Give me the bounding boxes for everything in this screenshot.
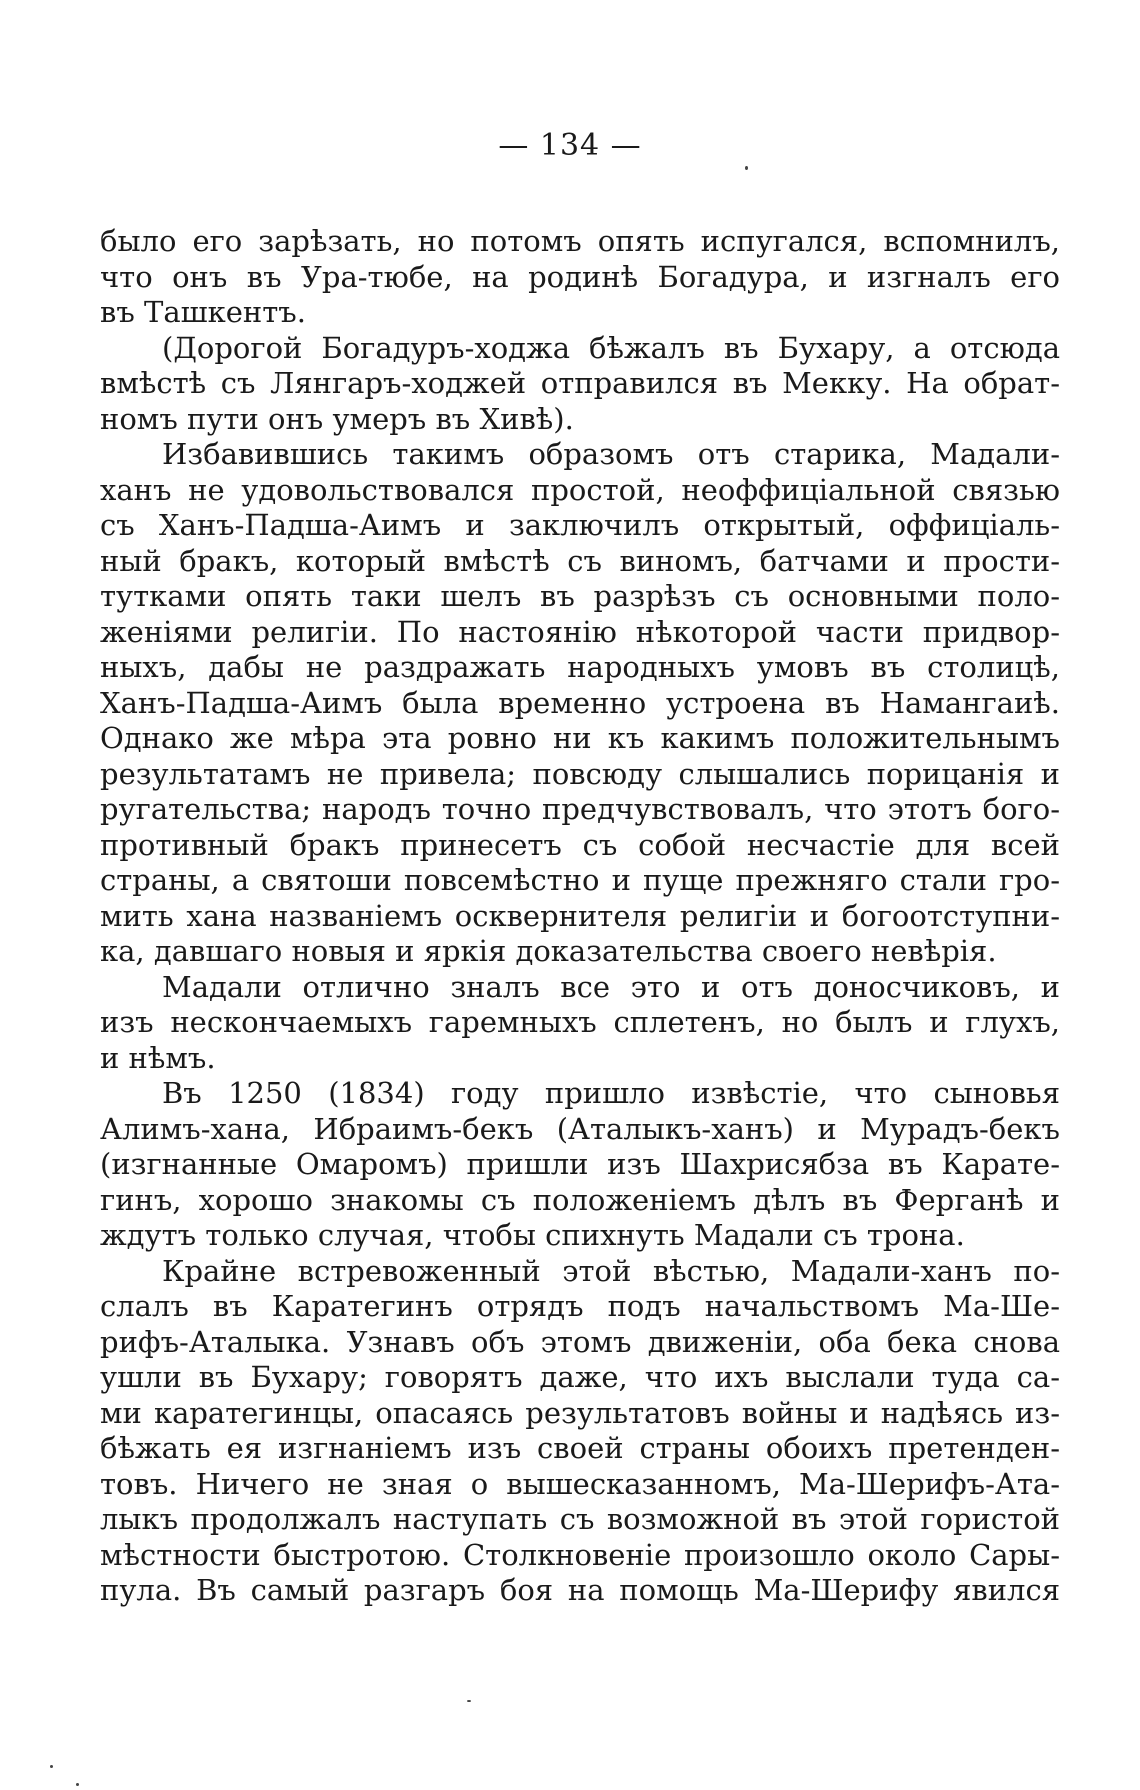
text-line: противный бракъ принесетъ съ собой несчастіе для всей: [100, 827, 1060, 862]
print-speck: [50, 1765, 53, 1768]
text-line: мѣстности быстротою. Столкновеніе произошло около Сары-: [100, 1537, 1060, 1572]
text-line: Однако же мѣра эта ровно ни къ какимъ положительнымъ: [100, 721, 1060, 755]
text-line: бѣжать ея изгнаніемъ изъ своей страны обоихъ претенден-: [100, 1431, 1060, 1465]
text-line: съ Ханъ-Падша-Аимъ и заключилъ открытый, оффиціаль-: [100, 508, 1060, 542]
text-line: рифъ-Аталыка. Узнавъ объ этомъ движеніи, оба бека снова: [100, 1324, 1060, 1359]
text-line: номъ пути онъ умеръ въ Хивѣ).: [100, 401, 574, 436]
text-line: товъ. Ничего не зная о вышесказанномъ, Ма-Шерифъ-Ата-: [100, 1466, 1060, 1501]
print-speck: [467, 1700, 471, 1702]
text-line: ушли въ Бухару; говорятъ даже, что ихъ выслали туда са-: [100, 1360, 1060, 1394]
text-line: ми каратегинцы, опасаясь результатовъ войны и надѣясь из-: [100, 1395, 1060, 1430]
text-line: что онъ въ Ура-тюбе, на родинѣ Богадура, и изгналъ его: [100, 259, 1060, 294]
page-number: — 134 —: [498, 128, 642, 163]
text-line: пула. Въ самый разгаръ боя на помощь Ма-Шерифу явился: [100, 1573, 1060, 1607]
text-line: ругательства; народъ точно предчувствовалъ, что этотъ бого-: [100, 792, 1060, 826]
text-line: гинъ, хорошо знакомы съ положеніемъ дѣлъ въ Ферганѣ и: [100, 1182, 1060, 1217]
text-line: Въ 1250 (1834) году пришло извѣстіе, что сыновья: [162, 1076, 1060, 1110]
text-line: лыкъ продолжалъ наступать съ возможной въ этой гористой: [100, 1502, 1060, 1536]
text-line: страны, а святоши повсемѣстно и пуще прежняго стали гро-: [100, 863, 1060, 897]
text-line: слалъ въ Каратегинъ отрядъ подъ начальствомъ Ма-Ше-: [100, 1289, 1060, 1323]
text-line: вмѣстѣ съ Лянгаръ-ходжей отправился въ Мекку. На обрат-: [100, 366, 1060, 400]
text-line: Алимъ-хана, Ибраимъ-бекъ (Аталыкъ-ханъ) и Мурадъ-бекъ: [100, 1111, 1060, 1146]
text-line: Мадали отлично зналъ все это и отъ доносчиковъ, и: [162, 969, 1060, 1004]
text-line: ка, давшаго новыя и яркія доказательства своего невѣрія.: [100, 934, 997, 968]
text-line: ждутъ только случая, чтобы спихнуть Мадали съ трона.: [100, 1218, 965, 1252]
text-line: въ Ташкентъ.: [100, 295, 306, 329]
text-line: было его зарѣзать, но потомъ опять испугался, вспомнилъ,: [100, 224, 1060, 258]
text-line: ныхъ, дабы не раздражать народныхъ умовъ въ столицѣ,: [100, 650, 1060, 684]
print-speck: [76, 1783, 79, 1786]
body-text: [100, 224, 1060, 1609]
text-line: Ханъ-Падша-Аимъ была временно устроена въ Намангаиѣ.: [100, 685, 1060, 720]
text-line: женіями религіи. По настоянію нѣкоторой части придвор-: [100, 614, 1060, 649]
text-line: ный бракъ, который вмѣстѣ съ виномъ, батчами и прости-: [100, 543, 1060, 578]
text-line: изъ нескончаемыхъ гаремныхъ сплетенъ, но былъ и глухъ,: [100, 1005, 1060, 1039]
text-line: мить хана названіемъ осквернителя религіи и богоотступни-: [100, 898, 1060, 933]
text-line: (изгнанные Омаромъ) пришли изъ Шахрисябза въ Карате-: [100, 1147, 1060, 1181]
text-line: (Дорогой Богадуръ-ходжа бѣжалъ въ Бухару, а отсюда: [162, 330, 1060, 365]
text-line: тутками опять таки шелъ въ разрѣзъ съ основными поло-: [100, 579, 1060, 613]
text-line: Избавившись такимъ образомъ отъ старика, Мадали-: [162, 437, 1060, 471]
text-line: Крайне встревоженный этой вѣстью, Мадали-ханъ по-: [162, 1253, 1060, 1288]
text-line: и нѣмъ.: [100, 1040, 216, 1075]
text-line: ханъ не удовольствовался простой, неоффиціальной связью: [100, 472, 1060, 507]
text-line: результатамъ не привела; повсюду слышались порицанія и: [100, 756, 1060, 791]
print-speck: [745, 166, 748, 170]
